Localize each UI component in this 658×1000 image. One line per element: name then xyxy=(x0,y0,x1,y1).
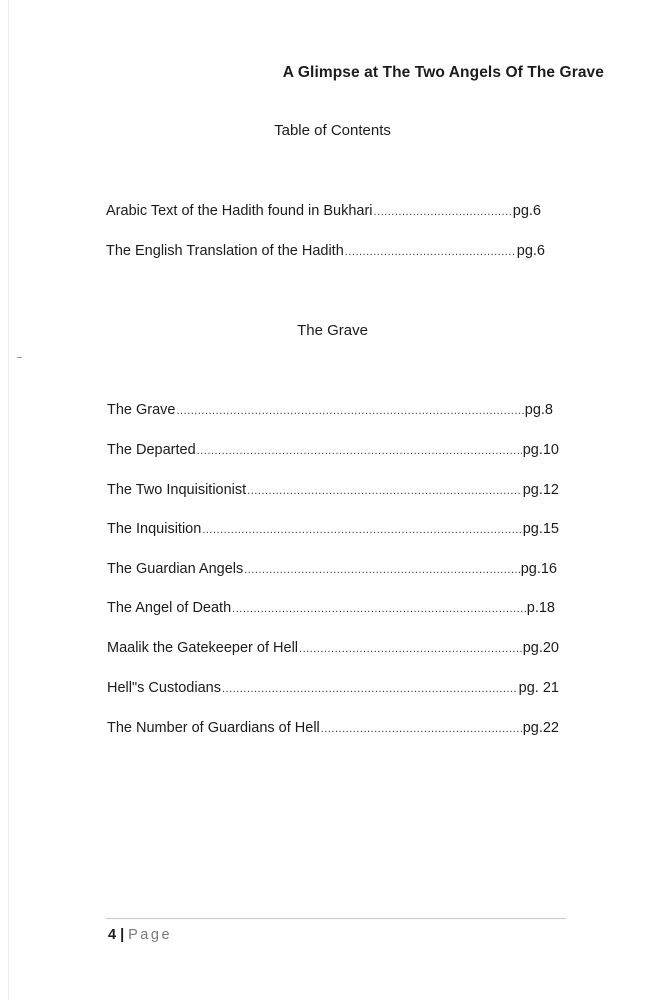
toc-entry-label: Arabic Text of the Hadith found in Bukhari xyxy=(106,203,373,219)
toc-entry-page: pg.10 xyxy=(522,442,559,458)
toc-entry-page: p.18 xyxy=(526,600,555,616)
toc-entry-page: pg.15 xyxy=(522,521,559,537)
dot-leader xyxy=(247,485,522,497)
dot-leader xyxy=(374,206,512,218)
toc-entry xyxy=(107,720,559,736)
toc-entry-page: pg.12 xyxy=(522,482,559,498)
toc-entry xyxy=(107,561,557,577)
dot-leader xyxy=(222,683,518,695)
toc-entry-page: pg.8 xyxy=(524,402,553,418)
toc-entry xyxy=(107,442,559,458)
footer-rule xyxy=(106,918,566,919)
toc-entry xyxy=(107,482,559,498)
toc-entry-page: pg.6 xyxy=(512,203,541,219)
footer-page-word: Page xyxy=(128,927,173,943)
dot-leader xyxy=(244,564,519,576)
scan-edge xyxy=(8,0,9,1000)
toc-entry-label: The Departed xyxy=(107,442,196,458)
dot-leader xyxy=(177,405,524,417)
dot-leader xyxy=(197,445,522,457)
toc-entry xyxy=(107,402,553,418)
dot-leader xyxy=(232,603,526,615)
toc-entry-label: The Number of Guardians of Hell xyxy=(107,720,320,736)
toc-entry-label: The Guardian Angels xyxy=(107,561,244,577)
section-heading: The Grave xyxy=(297,322,368,339)
toc-entry-label: The Angel of Death xyxy=(107,600,232,616)
toc-heading: Table of Contents xyxy=(274,122,391,139)
dot-leader xyxy=(202,524,521,536)
toc-entry-label: Hell"s Custodians xyxy=(107,680,221,696)
toc-entry-label: The Inquisition xyxy=(107,521,202,537)
toc-entry-page: pg.16 xyxy=(520,561,557,577)
toc-entry-label: The Grave xyxy=(107,402,176,418)
footer-separator: | xyxy=(120,927,125,943)
dot-leader xyxy=(299,643,522,655)
page-footer xyxy=(108,927,172,943)
toc-entry xyxy=(107,640,559,656)
document-title: A Glimpse at The Two Angels Of The Grave xyxy=(282,64,604,81)
scan-speck xyxy=(17,357,22,358)
dot-leader xyxy=(345,246,516,258)
toc-entry-page: pg. 21 xyxy=(518,680,559,696)
toc-entry xyxy=(107,521,559,537)
toc-entry-page: pg.6 xyxy=(516,243,545,259)
footer-page-number: 4 xyxy=(108,927,117,943)
toc-entry xyxy=(106,203,541,219)
toc-entry-page: pg.22 xyxy=(522,720,559,736)
toc-entry-label: Maalik the Gatekeeper of Hell xyxy=(107,640,299,656)
toc-entry-page: pg.20 xyxy=(522,640,559,656)
dot-leader xyxy=(321,723,522,735)
toc-entry-label: The Two Inquisitionist xyxy=(107,482,247,498)
toc-entry xyxy=(106,243,545,259)
toc-entry-label: The English Translation of the Hadith xyxy=(106,243,344,259)
toc-entry xyxy=(107,600,555,616)
toc-entry xyxy=(107,680,559,696)
